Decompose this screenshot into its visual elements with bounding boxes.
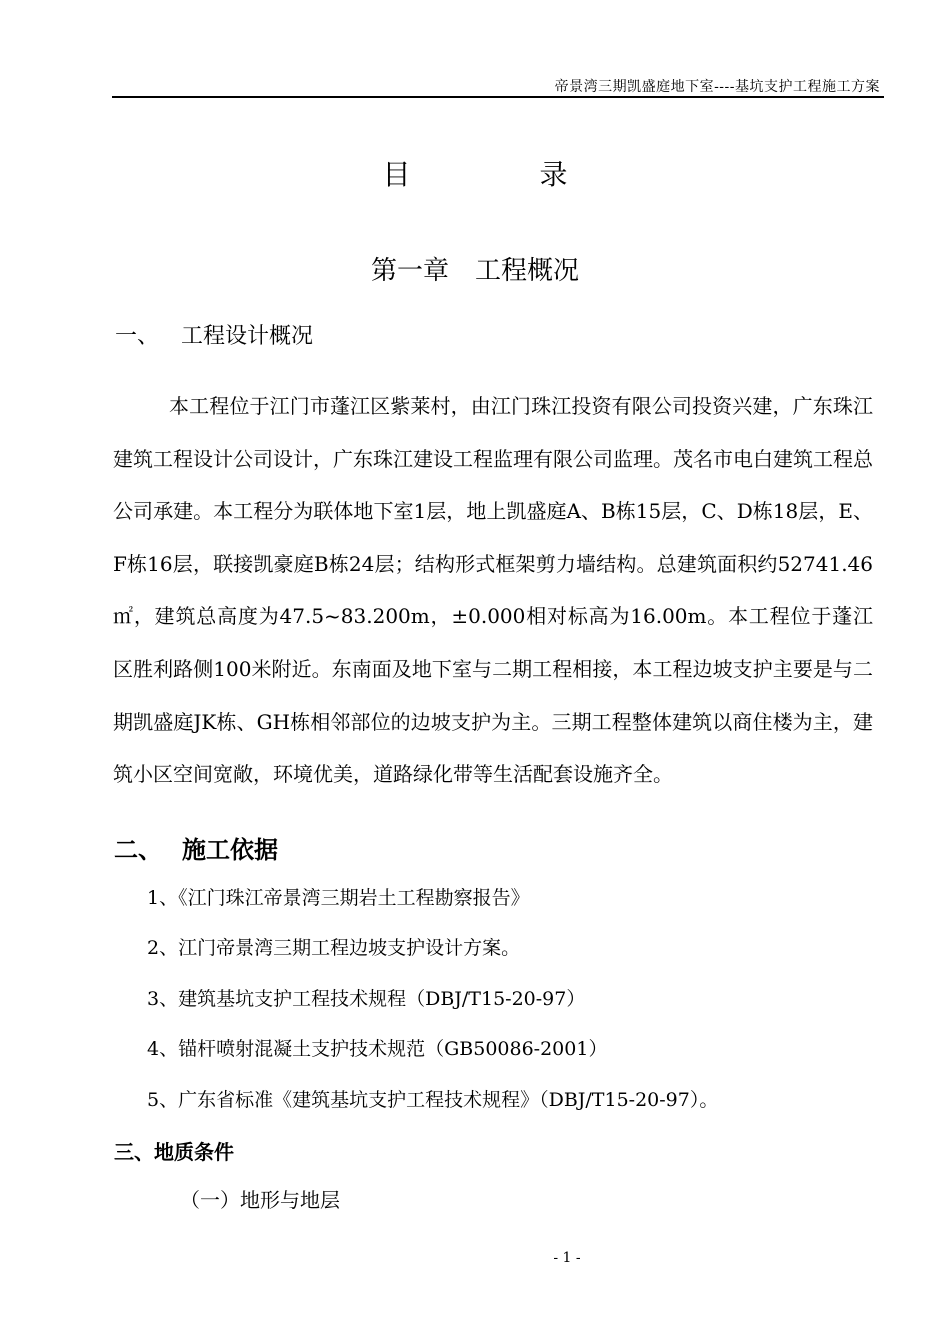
section-heading-1 (115, 319, 313, 350)
toc-title: 目 录 (382, 158, 628, 191)
list-item: 5、广东省标准《建筑基坑支护工程技术规程》（DBJ/T15-20-97）。 (147, 1088, 719, 1111)
section-title: 工程设计概况 (181, 324, 314, 349)
chapter-title: 第一章 工程概况 (370, 256, 579, 286)
list-item: 3、建筑基坑支护工程技术规程（DBJ/T15-20-97） (147, 987, 586, 1010)
section-title: 施工依据 (182, 836, 278, 864)
running-header: 帝景湾三期凯盛庭地下室----基坑支护工程施工方案 (554, 79, 880, 95)
header-divider (112, 96, 884, 98)
list-item: 4、锚杆喷射混凝土支护技术规范（GB50086-2001） (147, 1038, 608, 1061)
section-number: 二、 (114, 836, 162, 864)
list-item: 1、《江门珠江帝景湾三期岩土工程勘察报告》 (147, 887, 530, 909)
section-heading-2 (114, 830, 278, 865)
list-item: 2、江门帝景湾三期工程边坡支护设计方案。 (147, 937, 521, 960)
page-number: - 1 - (553, 1250, 581, 1266)
section-heading-3: 三、地质条件 (114, 1140, 234, 1164)
section-number: 一、 (115, 324, 160, 349)
construction-basis-list (147, 880, 718, 1132)
project-overview-paragraph: 本工程位于江门市蓬江区紫莱村，由江门珠江投资有限公司投资兴建，广东珠江建筑工程设计公司设计，广东珠江建设工程监理有限公司监理。茂名市电白建筑工程总公司承建。本工程分为联体地下室1层，地上凯盛庭A、B栋15层，C、D栋18层，E、F栋16层，联接凯豪庭B栋24层；结构形式框架剪力墙结构。总建筑面积约52741.46㎡，建筑总高度为47.5~83.200m，±0.000相对标高为16.00m。本工程位于蓬江区胜利路侧100米附近。东南面及地下室与二期工程相接，本工程边坡支护主要是与二期凯盛庭JK栋、GH栋相邻部位的边坡支护为主。三期工程整体建筑以商住楼为主，建筑小区空间宽敞，环境优美，道路绿化带等生活配套设施齐全。 (113, 394, 873, 787)
subsection-heading: （一）地形与地层 (180, 1188, 340, 1212)
